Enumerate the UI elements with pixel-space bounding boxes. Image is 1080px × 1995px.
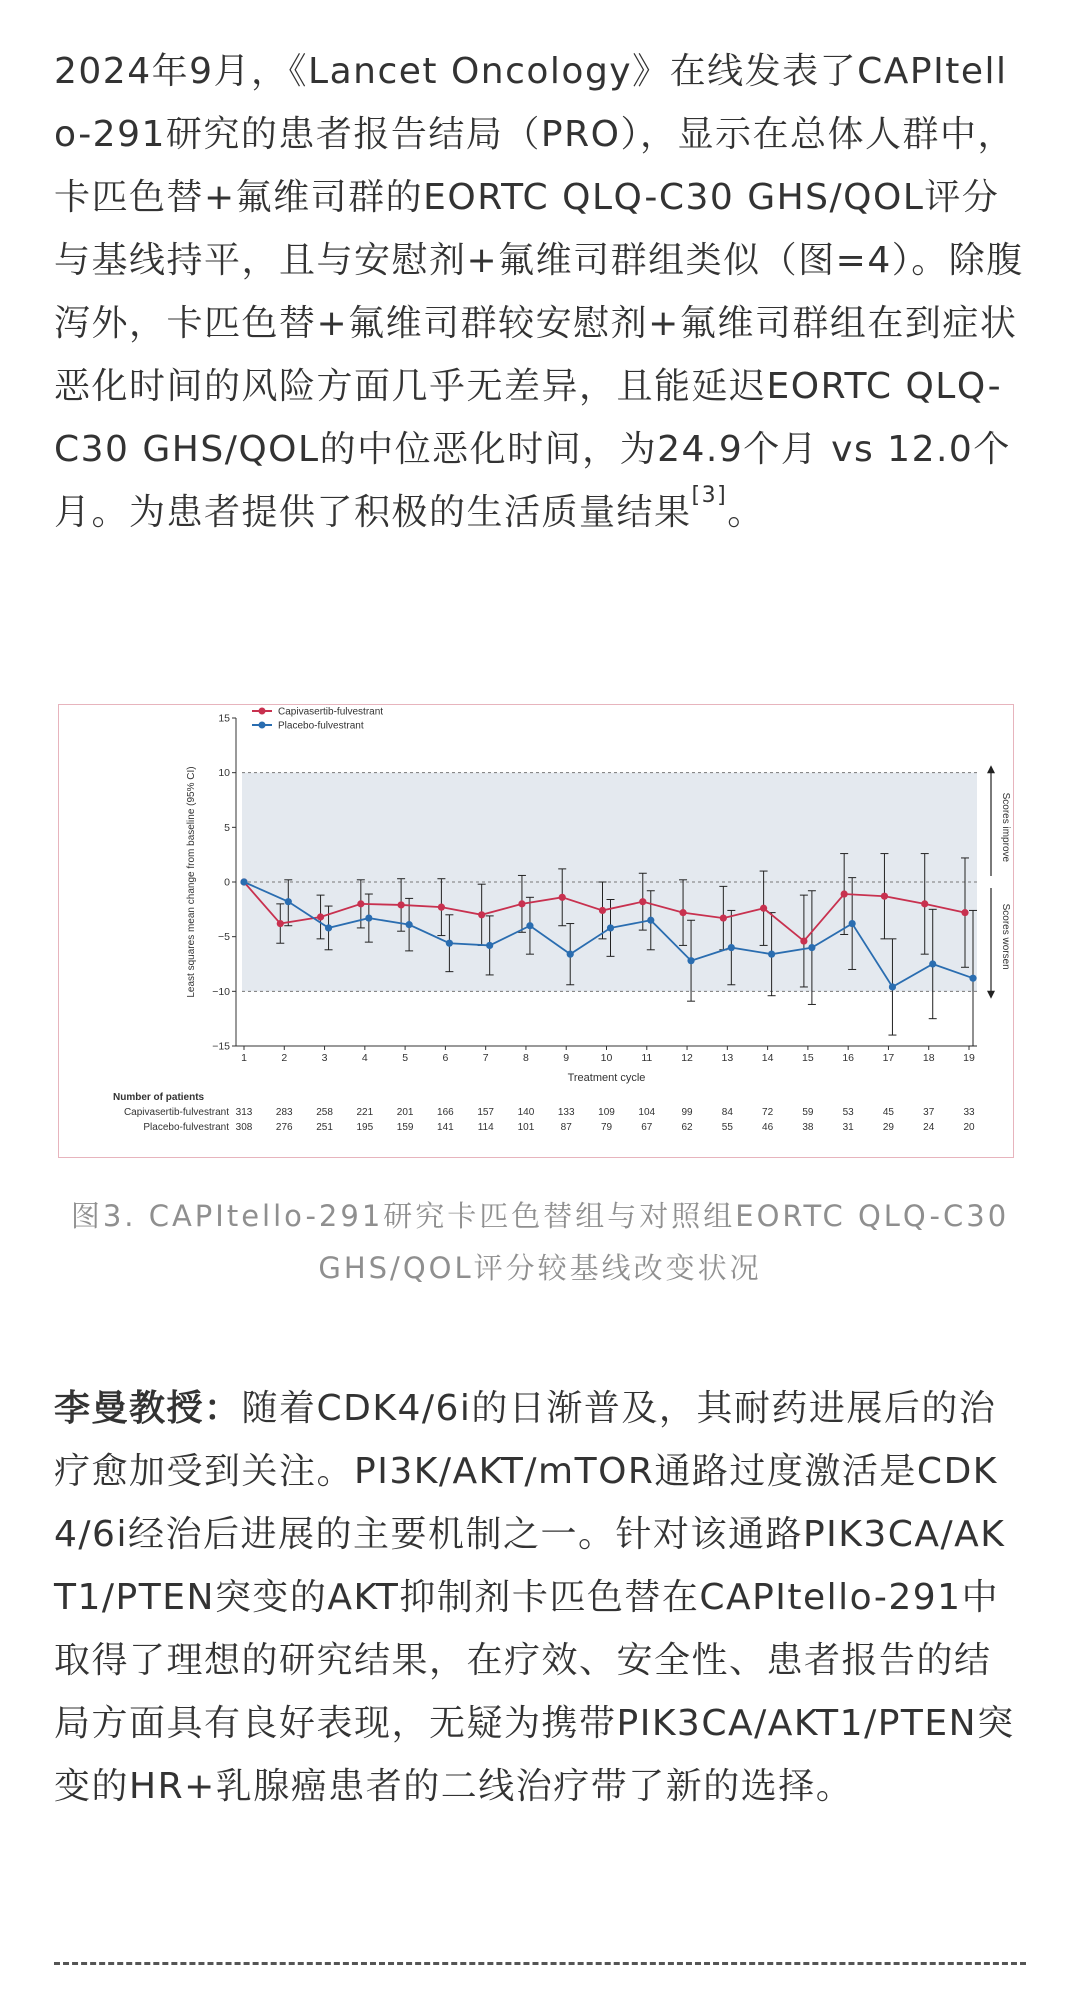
y-tick-label: 5 bbox=[224, 821, 230, 834]
data-point bbox=[526, 922, 533, 929]
y-axis-label: Least squares mean change from baseline (95% CI) bbox=[186, 766, 197, 998]
patients-count: 251 bbox=[316, 1122, 333, 1133]
figure-caption: 图3. CAPItello-291研究卡匹色替组与对照组EORTC QLQ-C30 GHS/QOL评分较基线改变状况 bbox=[70, 1199, 1010, 1285]
data-point bbox=[365, 914, 372, 921]
x-tick-label: 10 bbox=[600, 1052, 613, 1064]
patients-count: 20 bbox=[963, 1122, 975, 1133]
patients-count: 283 bbox=[275, 1107, 293, 1118]
patients-count: 24 bbox=[923, 1122, 935, 1133]
x-tick-label: 11 bbox=[641, 1052, 653, 1064]
data-point bbox=[687, 957, 694, 964]
patients-count: 55 bbox=[721, 1122, 733, 1133]
y-tick-label: 10 bbox=[218, 767, 230, 780]
legend-swatch-dot bbox=[259, 708, 266, 715]
data-point bbox=[929, 960, 936, 967]
x-axis-label: Treatment cycle bbox=[567, 1072, 646, 1084]
data-point bbox=[720, 914, 727, 921]
data-point bbox=[800, 937, 807, 944]
x-tick-label: 12 bbox=[681, 1052, 693, 1064]
data-point bbox=[647, 917, 654, 924]
data-point bbox=[567, 951, 574, 958]
data-point bbox=[961, 909, 968, 916]
patients-count: 114 bbox=[477, 1122, 494, 1133]
x-tick-label: 15 bbox=[802, 1052, 814, 1064]
x-tick-label: 4 bbox=[361, 1052, 368, 1064]
x-tick-label: 6 bbox=[442, 1052, 449, 1064]
dashed-divider bbox=[54, 1962, 1026, 1965]
data-point bbox=[599, 907, 606, 914]
x-tick-label: 2 bbox=[281, 1052, 288, 1064]
legend-swatch-dot bbox=[259, 722, 266, 729]
patients-count: 276 bbox=[275, 1122, 293, 1133]
data-point bbox=[679, 909, 686, 916]
paragraph-2 bbox=[54, 1377, 1026, 1818]
speaker-name: 李曼教授： bbox=[54, 1388, 242, 1429]
patients-count: 37 bbox=[923, 1107, 935, 1118]
y-tick-label: −5 bbox=[218, 931, 230, 944]
x-tick-label: 8 bbox=[523, 1052, 529, 1064]
data-point bbox=[559, 894, 566, 901]
patients-count: 221 bbox=[356, 1107, 374, 1118]
patients-row-label: Capivasertib-fulvestrant bbox=[123, 1107, 229, 1118]
qol-line-chart bbox=[59, 705, 1013, 1157]
data-point bbox=[768, 951, 775, 958]
data-point bbox=[969, 975, 976, 982]
patients-count: 79 bbox=[600, 1122, 613, 1133]
data-point bbox=[889, 983, 896, 990]
x-tick-label: 14 bbox=[761, 1052, 774, 1064]
data-point bbox=[607, 924, 614, 931]
patients-count: 84 bbox=[721, 1107, 733, 1118]
data-point bbox=[240, 878, 247, 885]
y-tick-label: −10 bbox=[212, 985, 230, 998]
patients-count: 101 bbox=[517, 1122, 535, 1133]
y-tick-label: −15 bbox=[212, 1040, 230, 1053]
patients-count: 45 bbox=[882, 1107, 895, 1118]
data-point bbox=[808, 944, 815, 951]
x-tick-label: 17 bbox=[882, 1052, 895, 1064]
annotation-worsen: Scores worsen bbox=[1000, 903, 1011, 970]
data-point bbox=[921, 900, 928, 907]
patients-count: 72 bbox=[762, 1107, 774, 1118]
patients-count: 195 bbox=[356, 1122, 374, 1133]
annotation-improve: Scores improve bbox=[1000, 792, 1011, 863]
data-point bbox=[438, 904, 445, 911]
patients-count: 109 bbox=[598, 1107, 615, 1118]
legend-label: Capivasertib-fulvestrant bbox=[278, 706, 384, 718]
data-point bbox=[728, 944, 735, 951]
paragraph-1-text: 2024年9月，《Lancet Oncology》在线发表了CAPItello-291研究的患者报告结局（PRO），显示在总体人群中，卡匹色替+氟维司群的EORTC QLQ-C30 GHS/QOL评分与基线持平，且与安慰剂+氟维司群组类似（图=4）。除腹泻外，卡匹色替+氟维司群较安慰剂+氟维司群组在到症状恶化时间的风险方面几乎无差异，且能延迟EORTC QLQ-C30 GHS/QOL的中位恶化时间，为24.9个月 vs 12.0个月。为患者提供了积极的生活质量结果 bbox=[54, 51, 1024, 533]
paragraph-1-end: 。 bbox=[727, 492, 765, 533]
patients-count: 38 bbox=[802, 1122, 814, 1133]
data-point bbox=[357, 900, 364, 907]
x-tick-label: 7 bbox=[482, 1052, 489, 1064]
patients-count: 67 bbox=[641, 1122, 653, 1133]
x-tick-label: 13 bbox=[721, 1052, 734, 1064]
data-point bbox=[277, 920, 284, 927]
x-tick-label: 9 bbox=[563, 1052, 570, 1064]
x-tick-label: 1 bbox=[241, 1052, 247, 1064]
patients-count: 308 bbox=[235, 1122, 253, 1133]
data-point bbox=[406, 921, 413, 928]
x-tick-label: 19 bbox=[963, 1052, 975, 1064]
patients-header: Number of patients bbox=[113, 1092, 205, 1103]
x-tick-label: 5 bbox=[402, 1052, 409, 1064]
data-point bbox=[881, 893, 888, 900]
data-point bbox=[849, 920, 856, 927]
patients-row-label: Placebo-fulvestrant bbox=[143, 1122, 229, 1133]
figure-box bbox=[58, 704, 1014, 1158]
data-point bbox=[518, 900, 525, 907]
patients-count: 46 bbox=[762, 1122, 774, 1133]
y-tick-label: 0 bbox=[224, 876, 230, 889]
x-tick-label: 18 bbox=[922, 1052, 935, 1064]
data-point bbox=[446, 940, 453, 947]
patients-count: 201 bbox=[396, 1107, 414, 1118]
legend-label: Placebo-fulvestrant bbox=[278, 720, 364, 732]
patients-count: 258 bbox=[316, 1107, 333, 1118]
patients-count: 140 bbox=[517, 1107, 535, 1118]
x-tick-label: 3 bbox=[321, 1052, 328, 1064]
patients-count: 313 bbox=[235, 1107, 253, 1118]
patients-count: 59 bbox=[802, 1107, 814, 1118]
patients-count: 133 bbox=[557, 1107, 575, 1118]
data-point bbox=[398, 901, 405, 908]
patients-count: 141 bbox=[437, 1122, 454, 1133]
patients-count: 159 bbox=[396, 1122, 414, 1133]
worsen-arrow-head bbox=[987, 991, 995, 999]
patients-count: 99 bbox=[681, 1107, 693, 1118]
data-point bbox=[317, 913, 324, 920]
patients-count: 166 bbox=[437, 1107, 454, 1118]
patients-count: 31 bbox=[842, 1122, 854, 1133]
patients-count: 53 bbox=[842, 1107, 854, 1118]
paragraph-1 bbox=[54, 40, 1026, 544]
improve-arrow-head bbox=[987, 765, 995, 773]
paragraph-2-text: 随着CDK4/6i的日渐普及，其耐药进展后的治疗愈加受到关注。PI3K/AKT/mTOR通路过度激活是CDK4/6i经治后进展的主要机制之一。针对该通路PIK3CA/AKT1/PTEN突变的AKT抑制剂卡匹色替在CAPItello-291中取得了理想的研究结果，在疗效、安全性、患者报告的结局方面具有良好表现，无疑为携带PIK3CA/AKT1/PTEN突变的HR+乳腺癌患者的二线治疗带了新的选择。 bbox=[54, 1388, 1015, 1807]
reference-mark[interactable]: [3] bbox=[691, 483, 728, 508]
data-point bbox=[639, 898, 646, 905]
data-point bbox=[841, 890, 848, 897]
patients-count: 62 bbox=[681, 1122, 693, 1133]
y-tick-label: 15 bbox=[218, 712, 230, 725]
patients-count: 104 bbox=[638, 1107, 656, 1118]
data-point bbox=[285, 898, 292, 905]
data-point bbox=[478, 911, 485, 918]
data-point bbox=[486, 942, 493, 949]
x-tick-label: 16 bbox=[842, 1052, 855, 1064]
data-point bbox=[325, 924, 332, 931]
data-point bbox=[760, 905, 767, 912]
patients-count: 33 bbox=[963, 1107, 975, 1118]
patients-count: 29 bbox=[882, 1122, 895, 1133]
patients-count: 157 bbox=[477, 1107, 495, 1118]
patients-count: 87 bbox=[560, 1122, 572, 1133]
